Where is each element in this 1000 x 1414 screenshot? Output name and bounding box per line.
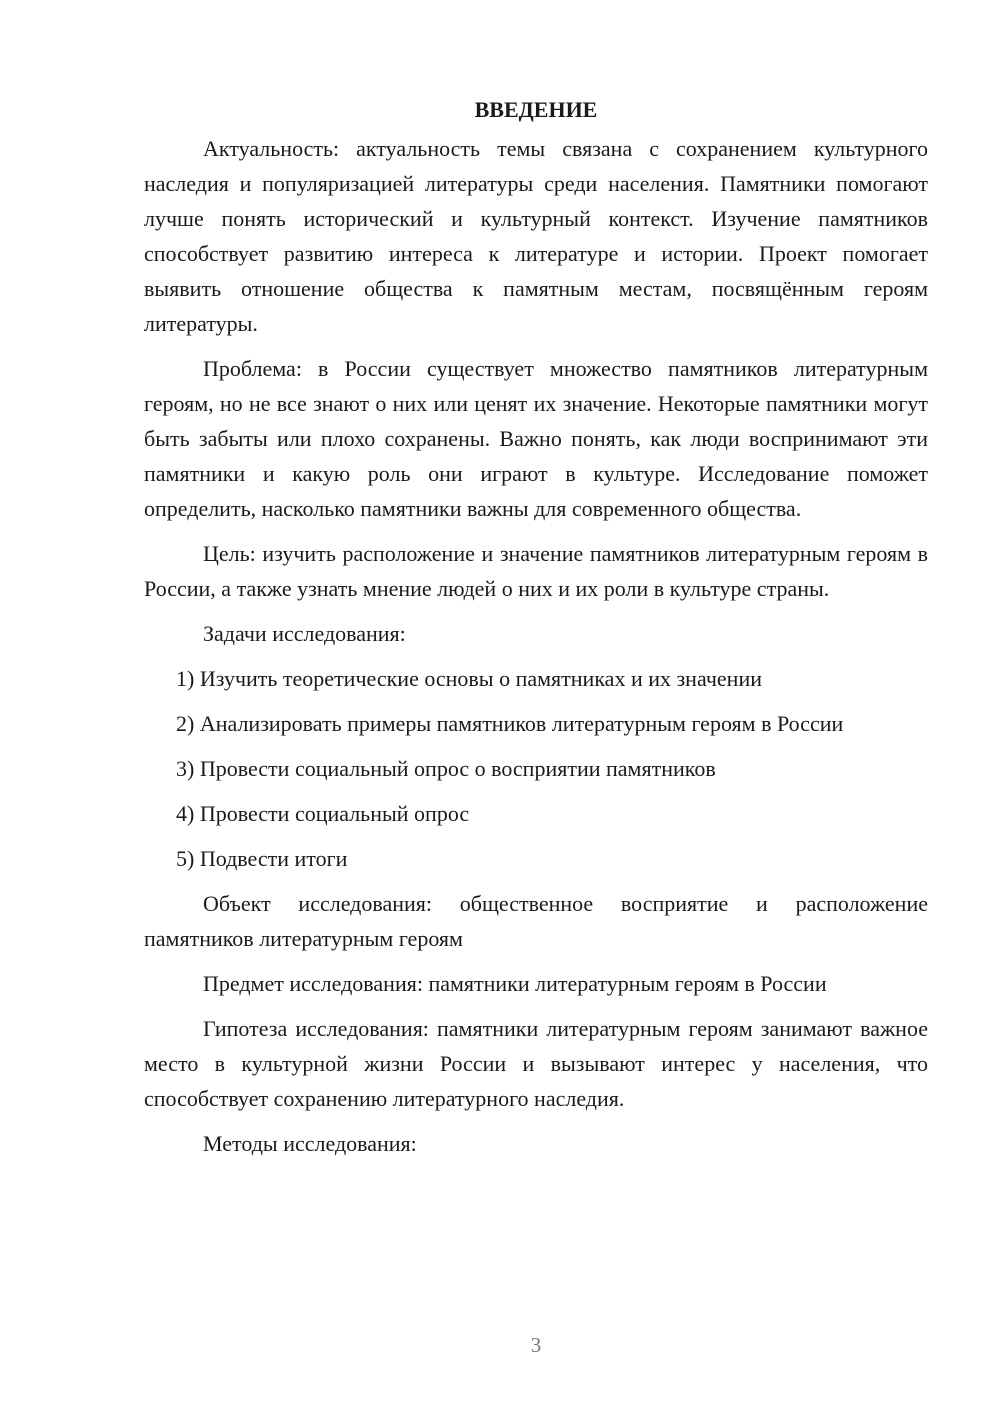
paragraph-object: Объект исследования: общественное восприятие и расположение памятников литературным героям (144, 891, 928, 951)
task-item-1: 1) Изучить теоретические основы о памятниках и их значении (176, 666, 762, 691)
section-title: ВВЕДЕНИЕ (474, 97, 598, 122)
task-item-4: 4) Провести социальный опрос (176, 801, 470, 826)
task-item-5: 5) Подвести итоги (176, 846, 348, 871)
task-item-3: 3) Провести социальный опрос о восприятии памятников (176, 756, 716, 781)
tasks-heading: Задачи исследования: (203, 621, 406, 646)
paragraph-subject: Предмет исследования: памятники литературным героям в России (203, 971, 827, 996)
paragraph-problem: Проблема: в России существует множество памятников литературным героям, но не все знают о них или ценят их значение. Некоторые памятники могут быть забыты или плохо сохранены. Важно понять, как люди воспринимают эти памятники и какую роль они играют в культуре. Исследование поможет определить, насколько памятники важны для современного общества. (144, 356, 928, 521)
document-page (144, 92, 928, 1171)
task-item-2: 2) Анализировать примеры памятников литературным героям в России (176, 711, 844, 736)
paragraph-hypothesis: Гипотеза исследования: памятники литературным героям занимают важное место в культурной жизни России и вызывают интерес у населения, что способствует сохранению литературного наследия. (144, 1016, 928, 1111)
paragraph-goal: Цель: изучить расположение и значение памятников литературным героям в России, а также узнать мнение людей о них и их роли в культуре страны. (144, 541, 928, 601)
methods-heading: Методы исследования: (203, 1131, 417, 1156)
paragraph-relevance: Актуальность: актуальность темы связана с сохранением культурного наследия и популяризацией литературы среди населения. Памятники помогают лучше понять исторический и культурный контекст. Изучение памятников способствует развитию интереса к литературе и истории. Проект помогает выявить отношение общества к памятным местам, посвящённым героям литературы. (144, 136, 928, 336)
page-number: 3 (530, 1333, 542, 1357)
